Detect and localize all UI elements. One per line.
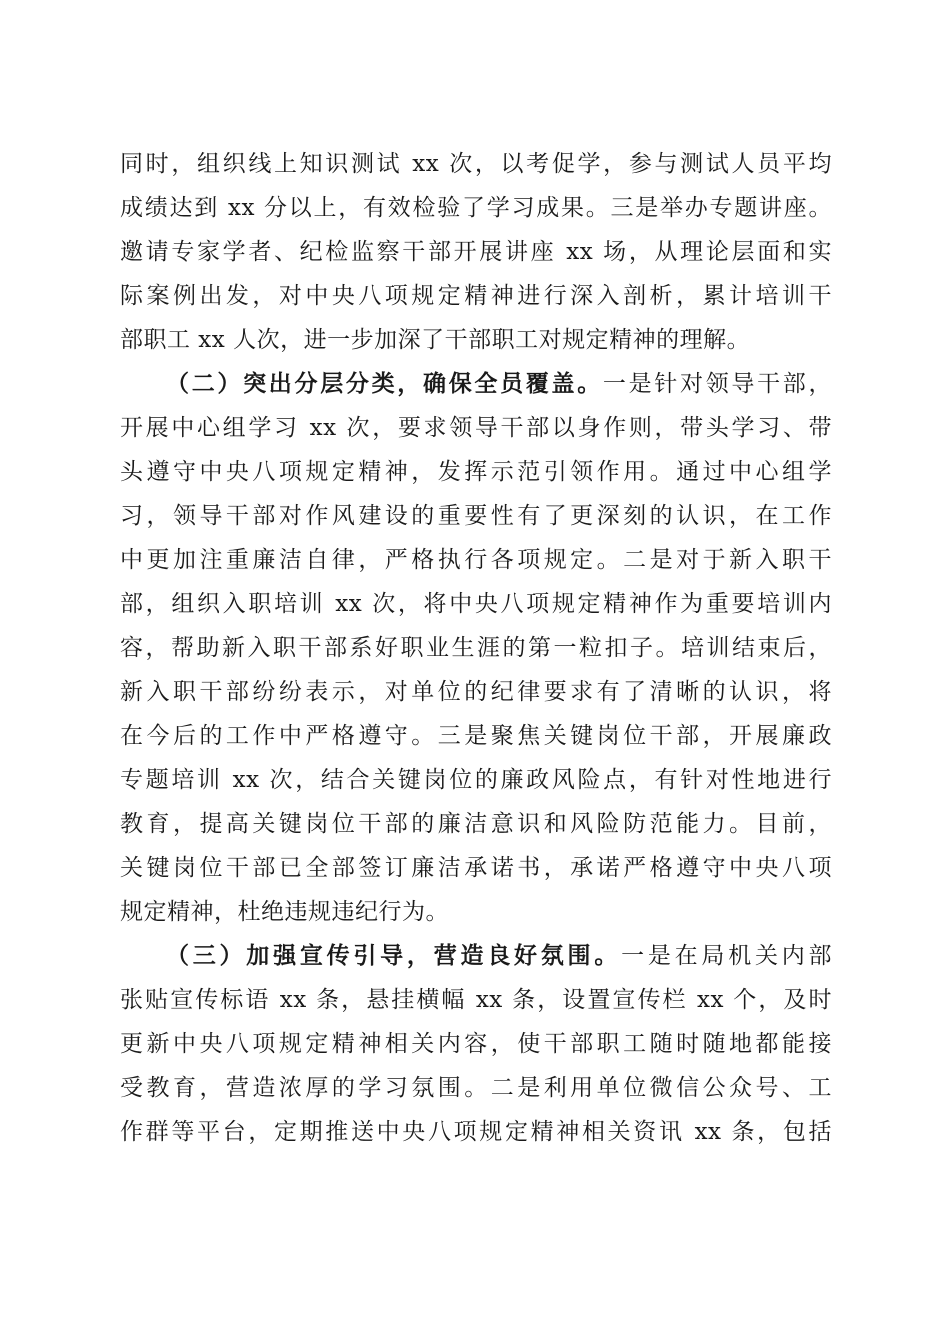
text-line: 关键岗位干部已全部签订廉洁承诺书，承诺严格遵守中央八项 bbox=[120, 855, 832, 881]
text-line: 头遵守中央八项规定精神，发挥示范引领作用。通过中心组学 bbox=[120, 459, 832, 485]
text-line: 部职工 xx 人次，进一步加深了干部职工对规定精神的理解。 bbox=[120, 327, 751, 353]
section-heading: （二）突出分层分类，确保全员覆盖。 bbox=[166, 370, 603, 397]
text-line: 际案例出发，对中央八项规定精神进行深入剖析，累计培训干 bbox=[120, 283, 832, 309]
paragraph-first-line bbox=[120, 934, 832, 978]
text-line: 张贴宣传标语 xx 条，悬挂横幅 xx 条，设置宣传栏 xx 个，及时 bbox=[120, 987, 832, 1013]
text-line: 受教育，营造浓厚的学习氛围。二是利用单位微信公众号、工 bbox=[120, 1075, 832, 1101]
text-line: 邀请专家学者、纪检监察干部开展讲座 xx 场，从理论层面和实 bbox=[120, 239, 832, 265]
text-line: 教育，提高关键岗位干部的廉洁意识和风险防范能力。目前， bbox=[120, 811, 832, 837]
text-line: 部，组织入职培训 xx 次，将中央八项规定精神作为重要培训内 bbox=[120, 591, 832, 617]
text-line: 中更加注重廉洁自律，严格执行各项规定。二是对于新入职干 bbox=[120, 547, 832, 573]
text-run: 一是针对领导干部， bbox=[602, 371, 833, 397]
paragraph-3 bbox=[120, 934, 832, 1154]
text-line: 开展中心组学习 xx 次，要求领导干部以身作则，带头学习、带 bbox=[120, 415, 832, 441]
text-line: 容，帮助新入职干部系好职业生涯的第一粒扣子。培训结束后， bbox=[120, 635, 832, 661]
paragraph-2 bbox=[120, 362, 832, 934]
text-run: 一是在局机关内部 bbox=[621, 943, 833, 969]
text-line: 专题培训 xx 次，结合关键岗位的廉政风险点，有针对性地进行 bbox=[120, 767, 832, 793]
paragraph-1 bbox=[120, 142, 832, 362]
section-heading: （三）加强宣传引导，营造良好氛围。 bbox=[166, 942, 622, 969]
text-line: 规定精神，杜绝违规违纪行为。 bbox=[120, 899, 449, 925]
text-line: 作群等平台，定期推送中央八项规定精神相关资讯 xx 条，包括 bbox=[120, 1119, 832, 1145]
text-line: 成绩达到 xx 分以上，有效检验了学习成果。三是举办专题讲座。 bbox=[120, 195, 832, 221]
paragraph-first-line bbox=[120, 362, 832, 406]
text-line: 在今后的工作中严格遵守。三是聚焦关键岗位干部，开展廉政 bbox=[120, 723, 832, 749]
document-body bbox=[120, 142, 832, 1154]
text-line: 更新中央八项规定精神相关内容，使干部职工随时随地都能接 bbox=[120, 1031, 832, 1057]
text-line: 同时，组织线上知识测试 xx 次，以考促学，参与测试人员平均 bbox=[120, 151, 832, 177]
text-line: 新入职干部纷纷表示，对单位的纪律要求有了清晰的认识，将 bbox=[120, 679, 832, 705]
text-line: 习，领导干部对作风建设的重要性有了更深刻的认识，在工作 bbox=[120, 503, 832, 529]
